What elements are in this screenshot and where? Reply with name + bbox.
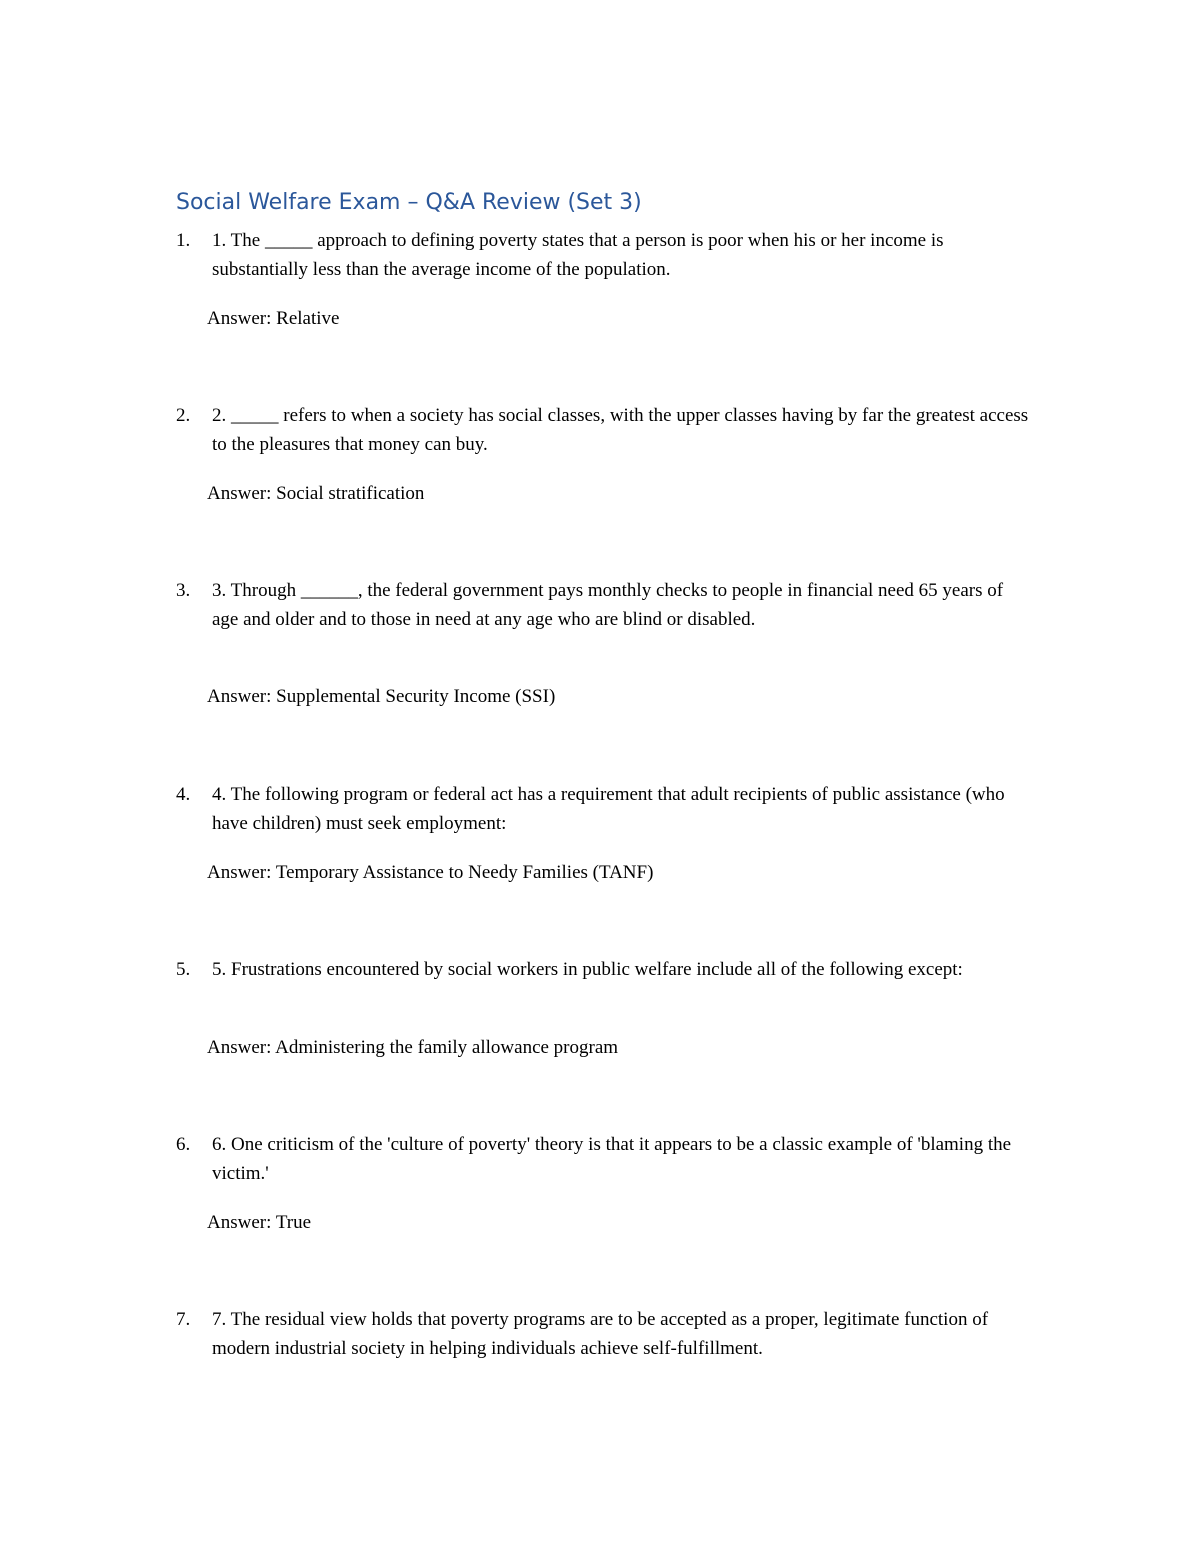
answer-label: Answer: <box>207 1037 272 1058</box>
item-number: 5. <box>176 959 191 980</box>
answer-line <box>207 1033 618 1062</box>
answer-label: Answer: <box>207 862 272 883</box>
question-text: 4. The following program or federal act has a requirement that adult recipients of public assistance (who have children) must seek employment: <box>212 784 1005 834</box>
question-text: 3. Through ______, the federal government pays monthly checks to people in financial need 65 years of age and older and to those in need at any age who are blind or disabled. <box>212 580 1004 630</box>
answer-line <box>207 858 653 887</box>
answer-label: Answer: <box>207 686 272 707</box>
item-number: 1. <box>176 230 191 251</box>
item-number: 4. <box>176 784 191 805</box>
answer-line <box>207 682 555 711</box>
answer-line <box>207 479 424 508</box>
question-text: 7. The residual view holds that poverty programs are to be accepted as a proper, legitimate function of modern industrial society in helping individuals achieve self-fulfillment. <box>212 1309 989 1359</box>
question-text: 5. Frustrations encountered by social workers in public welfare include all of the following except: <box>212 959 963 980</box>
question-text: 1. The _____ approach to defining poverty states that a person is poor when his or her income is substantially less than the average income of the population. <box>212 230 944 280</box>
question-text: 6. One criticism of the 'culture of poverty' theory is that it appears to be a classic example of 'blaming the victim.' <box>212 1134 1012 1184</box>
answer-text: Social stratification <box>276 483 425 504</box>
answer-label: Answer: <box>207 483 272 504</box>
answer-text: True <box>275 1212 312 1233</box>
item-number: 6. <box>176 1134 191 1155</box>
answer-text: Supplemental Security Income (SSI) <box>276 686 556 707</box>
answer-text: Temporary Assistance to Needy Families (TANF) <box>275 862 654 883</box>
item-number: 2. <box>176 405 191 426</box>
answer-text: Relative <box>276 308 340 329</box>
item-number: 3. <box>176 580 191 601</box>
document-title: Social Welfare Exam – Q&A Review (Set 3) <box>176 190 642 215</box>
answer-line <box>207 304 339 333</box>
answer-label: Answer: <box>207 1212 272 1233</box>
item-number: 7. <box>176 1309 191 1330</box>
question-text: 2. _____ refers to when a society has social classes, with the upper classes having by far the greatest access to the pleasures that money can buy. <box>212 405 1029 455</box>
answer-label: Answer: <box>207 308 272 329</box>
answer-line <box>207 1208 311 1237</box>
answer-text: Administering the family allowance program <box>275 1037 619 1058</box>
